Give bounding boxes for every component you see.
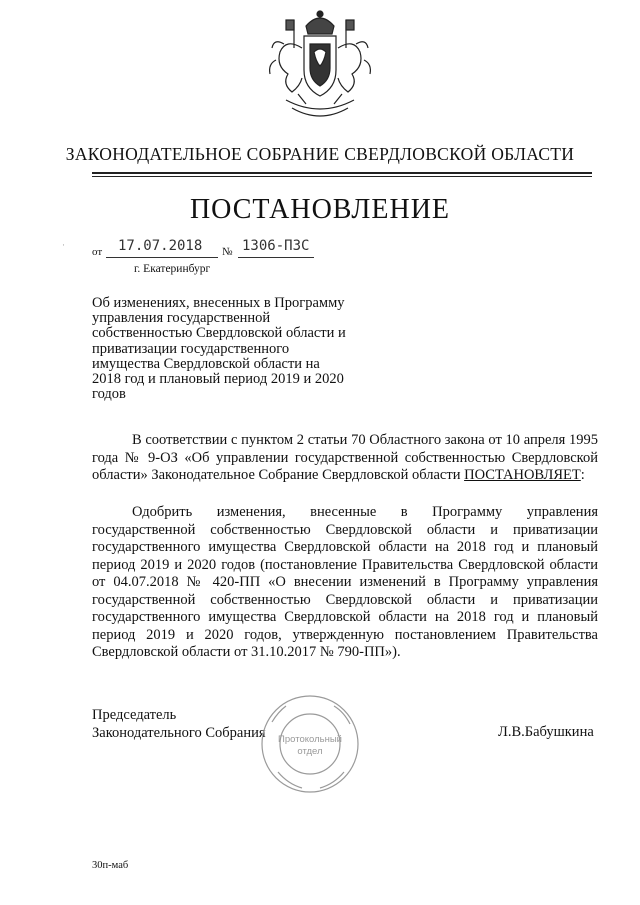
resolves-keyword: ПОСТАНОВЛЯЕТ — [464, 467, 581, 483]
document-date: 17.07.2018 — [118, 238, 203, 254]
date-number-row — [92, 238, 392, 262]
date-prefix: от — [92, 246, 103, 258]
signatory-name: Л.В.Бабушкина — [498, 724, 594, 740]
office-stamp — [258, 692, 362, 796]
resolution-paragraph: Одобрить изменения, внесенные в Программу управления государственной собственностью Свердловской области и приватизации государственного имущества Свердловской области на 2018 год и плановый период 2019 и 2020 годов (постановление Правительства Свердловской области от 04.07.2018 № 420-ПП «О внесении изменений в Программу управления государственной собственностью Свердловской области и приватизации государственного имущества Свердловской области на 2018 год и плановый период 2019 и 2020 годов, утвержденную постановлением Правительства Свердловской области от 31.10.2017 № 790-ПП»). — [92, 504, 598, 660]
number-prefix: № — [222, 246, 233, 258]
footer-code: 30п-маб — [92, 860, 129, 871]
header-rule-thick — [92, 172, 592, 174]
preamble-end: : — [580, 467, 585, 483]
document-subject: Об изменениях, внесенных в Программу управления государственной собственностью Свердловской области и приватизации государственного имущества Свердловской области на 2018 год и плановый период 2019 и 2020 годов — [92, 295, 346, 403]
coat-of-arms-emblem — [262, 8, 378, 128]
number-underline — [238, 257, 314, 258]
stamp-line2: отдел — [297, 746, 323, 757]
preamble-paragraph — [92, 432, 598, 485]
document-type-title: ПОСТАНОВЛЕНИЕ — [189, 194, 451, 225]
organization-name: ЗАКОНОДАТЕЛЬНОЕ СОБРАНИЕ СВЕРДЛОВСКОЙ ОБЛАСТИ — [65, 144, 575, 164]
margin-mark: · — [62, 240, 65, 250]
document-number: 1306-ПЗС — [242, 238, 310, 254]
signatory-title-line1: Председатель — [92, 707, 177, 723]
city-line: г. Екатеринбург — [134, 263, 211, 275]
date-underline — [106, 257, 218, 258]
preamble-text: В соответствии с пунктом 2 статьи 70 Областного закона от 10 апреля 1995 года № 9-ОЗ «Об управлении государственной собственностью Свердловской области» Законодательное Собрание Свердловской области — [92, 432, 598, 483]
header-rule-thin — [92, 176, 592, 177]
stamp-line1: Протокольный — [278, 734, 342, 745]
signatory-title — [92, 706, 266, 742]
signatory-title-line2: Законодательного Собрания — [92, 725, 266, 741]
